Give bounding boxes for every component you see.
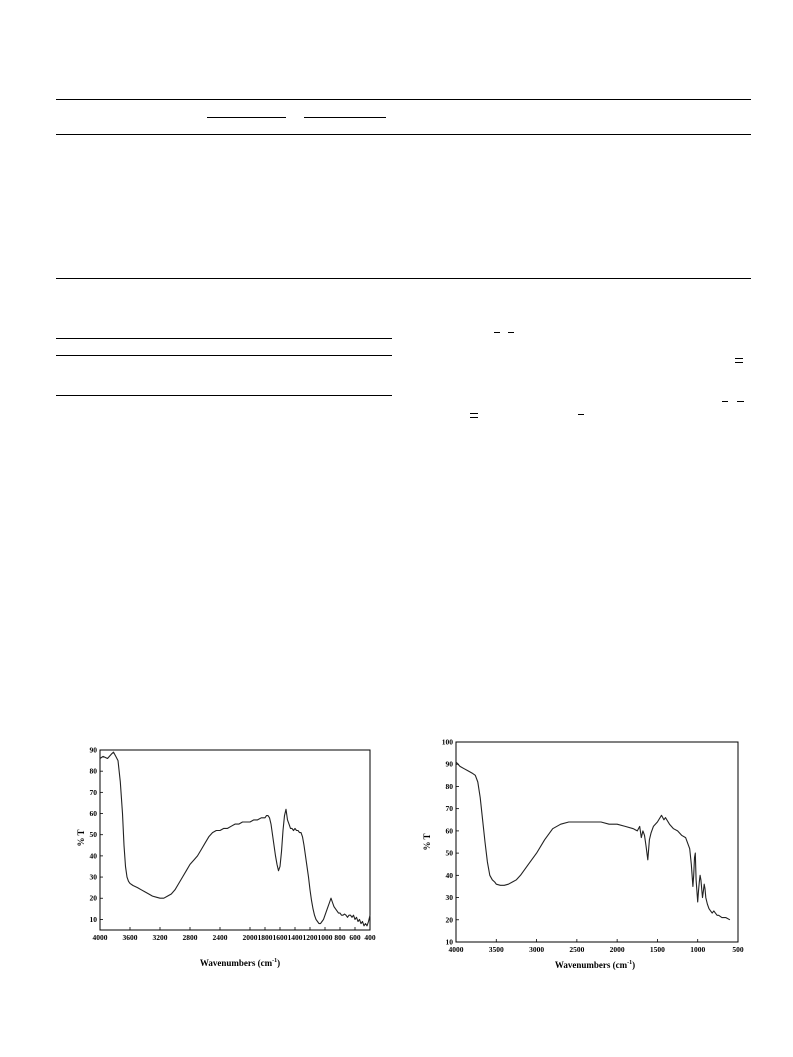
table-bottom-rule — [56, 278, 751, 279]
x-tick-label: 1000 — [317, 933, 333, 942]
x-tick-label: 3500 — [488, 945, 504, 954]
plot-frame — [456, 742, 738, 942]
table2-top-rule — [56, 338, 392, 339]
y-tick-label: 90 — [445, 759, 453, 769]
bond-mark — [578, 414, 584, 415]
bond-mark — [722, 401, 728, 402]
x-tick-label: 1800 — [257, 933, 273, 942]
bond-mark — [737, 401, 744, 402]
table-header-rule — [56, 134, 751, 135]
y-tick-label: 60 — [445, 826, 453, 836]
x-tick-label: 1000 — [690, 945, 706, 954]
double-bond-mark — [735, 358, 743, 363]
table2-header-rule — [56, 355, 392, 356]
y-tick-label: 70 — [89, 787, 97, 797]
x-tick-label: 500 — [732, 945, 744, 954]
y-tick-label: 90 — [89, 745, 97, 755]
table2-bottom-rule — [56, 395, 392, 396]
x-axis-label: Wavenumbers $(cm^{-1})$ — [199, 958, 281, 968]
y-tick-label: 10 — [445, 937, 453, 947]
y-tick-label: 10 — [89, 914, 97, 924]
y-tick-label: 50 — [445, 848, 453, 858]
x-tick-label: 600 — [349, 933, 361, 942]
y-tick-label: 20 — [89, 893, 97, 903]
y-tick-label: 60 — [89, 809, 97, 819]
y-tick-label: 100 — [441, 737, 453, 747]
table-top-rule — [56, 99, 751, 100]
x-tick-label: 4000 — [448, 945, 464, 954]
y-tick-label: 80 — [445, 781, 453, 791]
table-subheader-rule-1 — [207, 117, 286, 118]
y-axis-label: % T — [76, 829, 86, 847]
x-tick-label: 2500 — [569, 945, 585, 954]
x-tick-label: 2000 — [609, 945, 625, 954]
y-tick-label: 80 — [89, 766, 97, 776]
x-axis-label: Wavenumbers $(cm^{-1})$ — [554, 960, 636, 970]
x-tick-label: 2000 — [242, 933, 258, 942]
x-tick-label: 4000 — [92, 933, 108, 942]
x-tick-label: 400 — [364, 933, 376, 942]
x-tick-label: 3600 — [122, 933, 138, 942]
x-tick-label: 3200 — [152, 933, 168, 942]
x-tick-label: 3000 — [529, 945, 545, 954]
y-tick-label: 30 — [89, 872, 97, 882]
y-tick-label: 40 — [445, 870, 453, 880]
ir-spectrum-chart-2 — [410, 732, 750, 972]
bond-mark — [494, 332, 500, 333]
x-tick-label: 1400 — [287, 933, 303, 942]
table-subheader-rule-2 — [304, 117, 386, 118]
x-tick-label: 2400 — [212, 933, 228, 942]
x-tick-label: 800 — [334, 933, 346, 942]
y-tick-label: 70 — [445, 804, 453, 814]
y-tick-label: 20 — [445, 915, 453, 925]
y-tick-label: 50 — [89, 830, 97, 840]
y-tick-label: 30 — [445, 893, 453, 903]
spectrum-line — [100, 752, 370, 926]
x-tick-label: 2800 — [182, 933, 198, 942]
y-tick-label: 40 — [89, 851, 97, 861]
y-axis-label: % T — [422, 833, 432, 851]
x-tick-label: 1600 — [272, 933, 288, 942]
ir-spectrum-chart-1 — [70, 740, 400, 970]
spectrum-line — [456, 762, 730, 920]
bond-mark — [508, 332, 514, 333]
double-bond-mark — [470, 413, 478, 418]
x-tick-label: 1500 — [649, 945, 665, 954]
x-tick-label: 1200 — [302, 933, 318, 942]
